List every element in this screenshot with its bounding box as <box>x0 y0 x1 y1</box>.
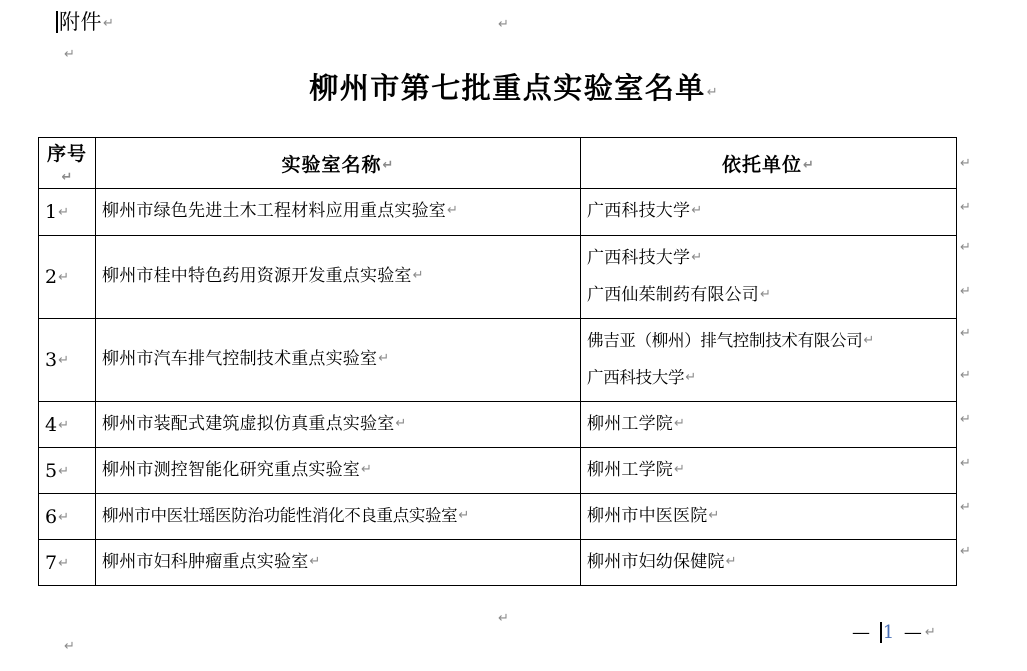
organization-cell <box>581 540 957 586</box>
organization-name: 广西科技大学 <box>587 247 691 268</box>
paragraph-mark-icon: ↵ <box>382 157 395 173</box>
attachment-label: 附件 <box>59 10 102 34</box>
text-caret <box>56 11 58 33</box>
page-title <box>0 66 1027 107</box>
organization-name: 柳州工学院 <box>587 413 673 434</box>
paragraph-mark-icon: ↵ <box>960 368 971 383</box>
organization-line <box>587 331 950 352</box>
paragraph-mark-icon: ↵ <box>960 200 971 215</box>
table-row <box>39 319 957 402</box>
paragraph-mark-icon: ↵ <box>361 461 373 477</box>
table-row <box>39 402 957 448</box>
paragraph-mark-icon: ↵ <box>64 639 75 654</box>
laboratory-list-table-wrapper <box>38 137 956 586</box>
paragraph-mark-icon: ↵ <box>58 555 69 571</box>
column-header-index <box>39 138 96 189</box>
paragraph-mark-icon: ↵ <box>58 270 69 285</box>
paragraph-mark-icon: ↵ <box>706 85 718 100</box>
row-index-cell <box>39 236 96 319</box>
paragraph-mark-icon: ↵ <box>691 249 703 265</box>
row-index-cell <box>39 540 96 586</box>
laboratory-name: 柳州市中医壮瑶医防治功能性消化不良重点实验室 <box>102 506 458 526</box>
laboratory-name: 柳州市装配式建筑虚拟仿真重点实验室 <box>102 413 395 434</box>
paragraph-mark-icon: ↵ <box>64 47 75 62</box>
row-index: 6 <box>45 505 58 528</box>
laboratory-name: 柳州市汽车排气控制技术重点实验室 <box>102 349 378 370</box>
paragraph-mark-icon: ↵ <box>960 544 971 559</box>
organization-name: 广西科技大学 <box>587 201 691 222</box>
page-title-text: 柳州市第七批重点实验室名单 <box>309 71 706 105</box>
organization-line <box>587 552 950 573</box>
laboratory-name: 柳州市测控智能化研究重点实验室 <box>102 459 360 480</box>
organization-name: 广西科技大学 <box>587 368 685 387</box>
laboratory-list-table <box>38 137 957 586</box>
paragraph-mark-icon: ↵ <box>725 553 737 569</box>
organization-line <box>587 248 950 269</box>
paragraph-mark-icon: ↵ <box>674 461 686 477</box>
row-index-cell <box>39 402 96 448</box>
paragraph-mark-icon: ↵ <box>960 240 971 255</box>
row-index: 2 <box>45 266 58 288</box>
row-index: 4 <box>45 413 58 436</box>
laboratory-name-cell <box>96 402 581 448</box>
laboratory-name: 柳州市绿色先进土木工程材料应用重点实验室 <box>102 201 446 222</box>
attachment-line <box>56 6 114 36</box>
row-index-cell <box>39 448 96 494</box>
organization-line <box>587 368 950 389</box>
paragraph-mark-icon: ↵ <box>309 553 321 569</box>
laboratory-name-cell <box>96 319 581 402</box>
table-header-row <box>39 138 957 189</box>
paragraph-mark-icon: ↵ <box>58 509 69 525</box>
paragraph-mark-icon: ↵ <box>58 463 69 479</box>
column-header-organization <box>581 138 957 189</box>
organization-cell <box>581 236 957 319</box>
paragraph-mark-icon: ↵ <box>412 268 424 284</box>
organization-cell <box>581 402 957 448</box>
laboratory-name-cell <box>96 494 581 540</box>
table-row <box>39 540 957 586</box>
laboratory-name-cell <box>96 448 581 494</box>
paragraph-mark-icon: ↵ <box>378 351 390 367</box>
row-index-cell <box>39 319 96 402</box>
organization-name: 柳州工学院 <box>587 459 673 480</box>
organization-line <box>587 201 950 222</box>
paragraph-mark-icon: ↵ <box>458 508 469 524</box>
column-header-name-label: 实验室名称 <box>281 153 382 176</box>
organization-line <box>587 460 950 481</box>
organization-name: 广西仙茱制药有限公司 <box>587 285 759 305</box>
paragraph-mark-icon: ↵ <box>760 287 772 302</box>
paragraph-mark-icon: ↵ <box>498 611 509 626</box>
paragraph-mark-icon: ↵ <box>960 284 971 299</box>
paragraph-mark-icon: ↵ <box>498 17 509 32</box>
paragraph-mark-icon: ↵ <box>103 16 115 31</box>
organization-cell <box>581 319 957 402</box>
paragraph-mark-icon: ↵ <box>691 203 703 219</box>
paragraph-mark-icon: ↵ <box>447 203 459 219</box>
organization-cell <box>581 448 957 494</box>
table-row <box>39 494 957 540</box>
paragraph-mark-icon: ↵ <box>674 415 686 431</box>
organization-line <box>587 285 950 306</box>
paragraph-mark-icon: ↵ <box>708 507 720 523</box>
row-index: 1 <box>45 201 58 223</box>
table-row <box>39 448 957 494</box>
paragraph-mark-icon: ↵ <box>960 156 971 171</box>
row-index: 3 <box>45 349 58 371</box>
organization-line <box>587 506 950 527</box>
paragraph-mark-icon: ↵ <box>58 205 69 220</box>
paragraph-mark-icon: ↵ <box>863 333 874 349</box>
paragraph-mark-icon: ↵ <box>395 415 407 431</box>
paragraph-mark-icon: ↵ <box>960 326 971 341</box>
laboratory-name-cell <box>96 236 581 319</box>
table-row <box>39 189 957 236</box>
row-index-cell <box>39 494 96 540</box>
paragraph-mark-icon: ↵ <box>960 500 971 515</box>
row-index-cell <box>39 189 96 236</box>
footer-dash-right: — <box>903 622 924 643</box>
laboratory-name: 柳州市桂中特色药用资源开发重点实验室 <box>102 266 412 287</box>
paragraph-mark-icon: ↵ <box>960 412 971 427</box>
row-index: 5 <box>45 459 58 482</box>
organization-cell <box>581 189 957 236</box>
page-number-group <box>852 622 938 643</box>
paragraph-mark-icon: ↵ <box>61 169 74 185</box>
organization-name: 佛吉亚（柳州）排气控制技术有限公司 <box>587 331 863 351</box>
paragraph-mark-icon: ↵ <box>803 157 815 173</box>
footer-dash-left: — <box>852 622 872 643</box>
laboratory-name-cell <box>96 540 581 586</box>
organization-name: 柳州市妇幼保健院 <box>587 551 725 572</box>
organization-name: 柳州市中医医院 <box>587 505 708 526</box>
column-header-name <box>96 138 581 189</box>
paragraph-mark-icon: ↵ <box>58 353 69 368</box>
page-number: 1 <box>880 622 896 643</box>
organization-cell <box>581 494 957 540</box>
row-index: 7 <box>45 551 58 574</box>
paragraph-mark-icon: ↵ <box>58 417 69 433</box>
column-header-index-label: 序号 <box>46 142 87 165</box>
table-row <box>39 236 957 319</box>
organization-line <box>587 414 950 435</box>
laboratory-name-cell <box>96 189 581 236</box>
paragraph-mark-icon: ↵ <box>960 456 971 471</box>
paragraph-mark-icon: ↵ <box>685 370 696 385</box>
laboratory-name: 柳州市妇科肿瘤重点实验室 <box>102 551 309 572</box>
paragraph-mark-icon: ↵ <box>924 625 938 640</box>
column-header-organization-label: 依托单位 <box>722 153 803 176</box>
